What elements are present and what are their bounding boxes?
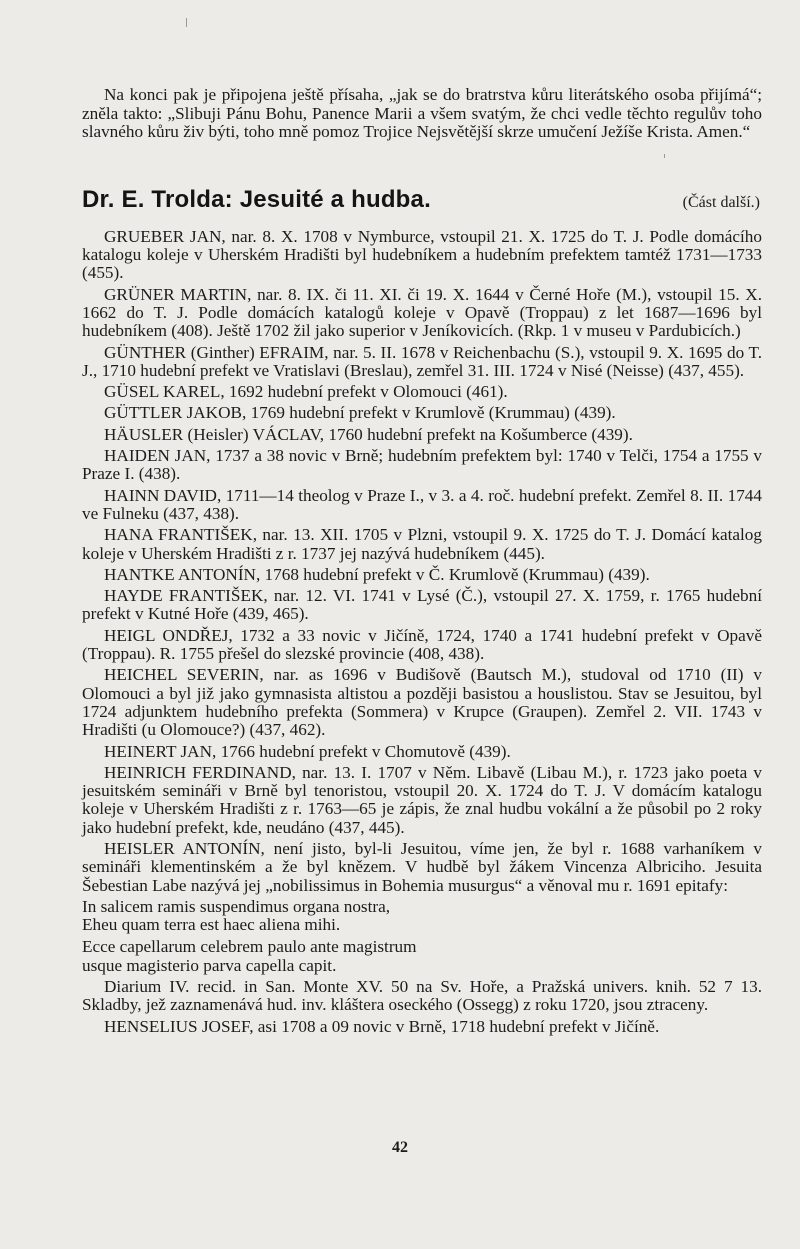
entry-hausler: HÄUSLER (Heisler) VÁCLAV, 1760 hudební prefekt na Košumberce (439). <box>104 424 633 444</box>
entry-hantke: HANTKE ANTONÍN, 1768 hudební prefekt v Č. Krumlově (Krummau) (439). <box>104 564 650 584</box>
entry-gruner: GRÜNER MARTIN, nar. 8. IX. či 11. XI. či 19. X. 1644 v Černé Hoře (M.), vstoupil 15. X. 1662 do T. J. Podle domácích katalogů koleje v Opavě (Troppau) z let 1687—1696 byl hudebníkem (408). Ještě 1702 žil jako superior v Jeníkovicích. (Rkp. 1 v museu v Pardubicích.) <box>82 284 762 341</box>
entry-hainn: HAINN DAVID, 1711—14 theolog v Praze I., v 3. a 4. roč. hudební prefekt. Zemřel 8. II. 1744 ve Fulneku (437, 438). <box>82 485 762 523</box>
entry-heinert: HEINERT JAN, 1766 hudební prefekt v Chomutově (439). <box>104 741 511 761</box>
entry-diarium-note: Diarium IV. recid. in San. Monte XV. 50 na Sv. Hoře, a Pražská univers. knih. 52 7 13. Skladby, jež zaznamenává hud. inv. kláštera oseckého (Ossegg) z roku 1720, jsou ztraceny. <box>82 977 762 1015</box>
entry-heisler: HEISLER ANTONÍN, není jisto, byl-li Jesuitou, víme jen, že byl r. 1688 varhaníkem v semináři klementinském a že byl knězem. V hudbě byl žákem Vincenza Albriciho. Jesuita Šebestian Labe nazývá jej „nobilissimus in Bohemia musurgus“ a věnoval mu r. 1691 epitafy: <box>82 838 762 895</box>
entry-hana: HANA FRANTIŠEK, nar. 13. XII. 1705 v Plzni, vstoupil 9. X. 1725 do T. J. Domácí katalog koleje v Uherském Hradišti z r. 1737 jej nazývá hudebníkem (445). <box>82 525 762 563</box>
intro-paragraph: Na konci pak je připojena ještě přísaha, „jak se do bratrstva kůru literátského osoba přijímá“; zněla takto: „Slibuji Pánu Bohu, Panence Marii a všem svatým, že chci vedle těchto regulův toho slavného kůru živ býti, toho mně pomoz Trojice Nejsvětější skrze umučení Ježíše Krista. Amen.“ <box>82 85 762 142</box>
page-number: 42 <box>392 1139 408 1156</box>
epitaph-line: Eheu quam terra est haec aliena mihi. <box>82 915 341 935</box>
entry-grueber: GRUEBER JAN, nar. 8. X. 1708 v Nymburce, vstoupil 21. X. 1725 do T. J. Podle domácího katalogu koleje v Uherském Hradišti byl hudebníkem a hudebním prefektem tamtéž 1731—1733 (455). <box>82 226 762 283</box>
entry-list <box>82 228 762 1036</box>
epitaph-line: usque magisterio parva capella capit. <box>82 955 337 975</box>
epitaph-line: In salicem ramis suspendimus organa nostra, <box>82 896 391 916</box>
entry-hayde: HAYDE FRANTIŠEK, nar. 12. VI. 1741 v Lysé (Č.), vstoupil 27. X. 1759, r. 1765 hudební prefekt v Kutné Hoře (439, 465). <box>82 586 762 624</box>
section-title: Dr. E. Trolda: Jesuité a hudba. <box>82 185 431 213</box>
entry-haiden: HAIDEN JAN, 1737 a 38 novic v Brně; hudebním prefektem byl: 1740 v Telči, 1754 a 1755 v Praze I. (438). <box>82 446 762 484</box>
entry-heinrich: HEINRICH FERDINAND, nar. 13. I. 1707 v Něm. Libavě (Libau M.), r. 1723 jako poeta v jesuitském semináři v Brně byl tenoristou, vstoupil 20. X. 1724 do T. J. V domácím katalogu koleje v Uherském Hradišti z r. 1763—65 je zápis, že znal hudbu vokální a že působil po 2 roky jako hudební prefekt, kde, neudáno (437, 445). <box>82 762 762 837</box>
paper-speck <box>186 18 187 27</box>
entry-gusel: GÜSEL KAREL, 1692 hudební prefekt v Olomouci (461). <box>104 382 508 402</box>
entry-heigl: HEIGL ONDŘEJ, 1732 a 33 novic v Jičíně, 1724, 1740 a 1741 hudební prefekt v Opavě (Troppau). R. 1755 přešel do slezské provincie (408, 438). <box>82 625 762 664</box>
section-heading-row <box>82 186 762 214</box>
section-note: (Část další.) <box>682 193 760 211</box>
entry-guttler: GÜTTLER JAKOB, 1769 hudební prefekt v Krumlově (Krummau) (439). <box>104 403 616 423</box>
entry-heichel: HEICHEL SEVERIN, nar. as 1696 v Budišově (Bautsch M.), studoval od 1710 (II) v Olomouci a byl již jako gymnasista altistou a později basistou a houslistou. Stav se Jesuitou, byl 1724 adjunktem hudebního prefekta (Sommera) v Krupce (Graupen). Zemřel 2. VII. 1743 v Hradišti (u Olomouce?) (437, 462). <box>82 665 762 740</box>
epitaph-line: Ecce capellarum celebrem paulo ante magistrum <box>82 937 417 957</box>
entry-gunther: GÜNTHER (Ginther) EFRAIM, nar. 5. II. 1678 v Reichenbachu (S.), vstoupil 9. X. 1695 do T. J., 1710 hudební prefekt ve Vratislavi (Breslau), zemřel 31. III. 1724 v Nisé (Neisse) (437, 455). <box>82 342 762 380</box>
epitaph-verse <box>82 898 762 975</box>
page-content <box>82 86 762 1039</box>
entry-henselius: HENSELIUS JOSEF, asi 1708 a 09 novic v Brně, 1718 hudební prefekt v Jičíně. <box>104 1016 660 1036</box>
